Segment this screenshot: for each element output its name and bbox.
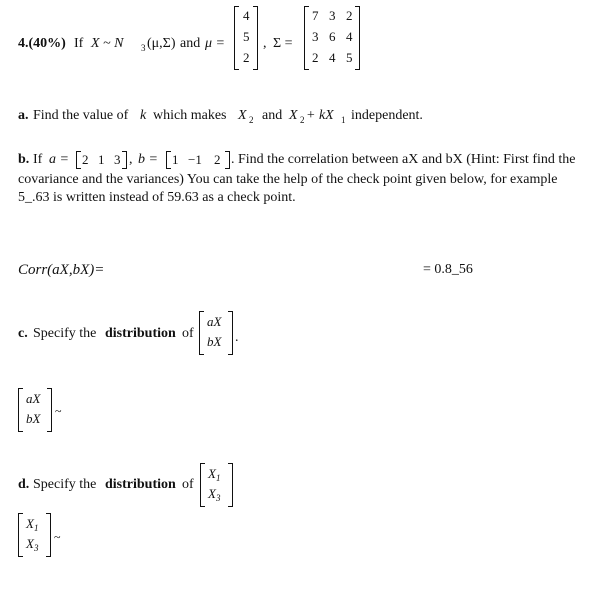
part-b-line3: 5_.63 is written instead of 59.63 as a check point. [18,190,296,205]
expr-x2-sub: 2 [300,115,305,125]
part-b-if: If [33,152,43,167]
left-bracket [200,463,205,507]
part-d-bold: distribution [105,477,176,492]
c-vector [199,311,233,355]
right-bracket [46,513,51,557]
part-d-of: of [182,477,194,492]
c-vec-bx: bX [207,334,222,349]
sigma-equals: Σ = [273,36,293,51]
k-variable: k [140,108,147,123]
right-bracket [253,6,258,70]
right-bracket [47,388,52,432]
part-b-label: b. [18,152,30,167]
left-bracket [76,151,81,169]
sigma-matrix [304,6,360,70]
part-d-text1: Specify the [33,477,97,492]
part-c-bold: distribution [105,326,176,341]
expr-kx1-sub: 1 [341,115,346,125]
d-tilde: ~ [54,530,61,544]
sigma-12: 3 [329,8,336,23]
distribution-dim: 3 [141,43,146,53]
b-equals: b = [138,152,158,167]
c-answer-vector [18,388,52,432]
a-equals: a = [49,152,69,167]
left-bracket [234,6,239,70]
part-a-and: and [262,108,283,123]
left-bracket [166,151,171,169]
b-vector [166,151,230,169]
d-vector [200,463,233,507]
part-c-period: . [235,330,239,345]
expr-x2: X [289,108,298,123]
and-word: and [180,36,201,51]
right-bracket [228,311,233,355]
right-bracket [355,6,360,70]
b-3: 2 [214,152,221,167]
part-a-text3: independent. [351,108,423,123]
mu-1: 4 [243,8,250,23]
expr-kx1: + kX [306,108,334,123]
x2-var: X [238,108,247,123]
sigma-21: 3 [312,29,319,44]
d-ans-x1: $X_1$ [26,516,39,533]
left-bracket [304,6,309,70]
part-b-line2: covariance and the variances) You can take the help of the check point given below, for example [18,172,558,187]
a-1: 2 [82,152,89,167]
d-ans-x3: $X_3$ [26,536,39,553]
c-ans-bx: bX [26,411,41,426]
c-vec-ax: aX [207,314,222,329]
sigma-11: 7 [312,8,319,23]
c-tilde: ~ [55,404,62,418]
part-d-label: d. [18,477,30,492]
a-vector [76,151,127,169]
part-c-label: c. [18,326,28,341]
sigma-13: 2 [346,8,353,23]
left-bracket [18,388,23,432]
b-1: 1 [172,152,179,167]
mu-equals: μ = [205,36,225,51]
if-word: If [74,36,84,51]
right-bracket [225,151,230,169]
part-b-comma: , [129,152,133,167]
part-c-of: of [182,326,194,341]
mu-vector [234,6,258,70]
sigma-31: 2 [312,50,319,65]
part-b-line1: . Find the correlation between aX and bX (Hint: First find the [231,152,576,167]
part-c-text1: Specify the [33,326,97,341]
a-2: 1 [98,152,105,167]
distribution-params: (μ,Σ) [147,36,176,51]
part-a-text2: which makes [153,108,227,123]
right-bracket [122,151,127,169]
x-distribution: X ~ N [91,36,124,51]
b-2: −1 [188,152,202,167]
comma-sep: , [263,36,267,51]
a-3: 3 [114,152,121,167]
d-vec-x1: $X_1$ [208,466,221,483]
sigma-32: 4 [329,50,336,65]
c-ans-ax: aX [26,391,41,406]
sigma-22: 6 [329,29,336,44]
question-number: 4.(40%) [18,36,66,51]
sigma-23: 4 [346,29,353,44]
mu-3: 2 [243,50,250,65]
left-bracket [18,513,23,557]
d-answer-vector [18,513,51,557]
x2-sub: 2 [249,115,254,125]
mu-2: 5 [243,29,250,44]
right-bracket [228,463,233,507]
sigma-33: 5 [346,50,353,65]
left-bracket [199,311,204,355]
part-a-label: a. [18,108,29,123]
corr-label: Corr(aX,bX)= [18,262,105,278]
part-a-text1: Find the value of [33,108,129,123]
corr-checkpoint: = 0.8_56 [423,262,473,277]
d-vec-x3: $X_3$ [208,486,221,503]
